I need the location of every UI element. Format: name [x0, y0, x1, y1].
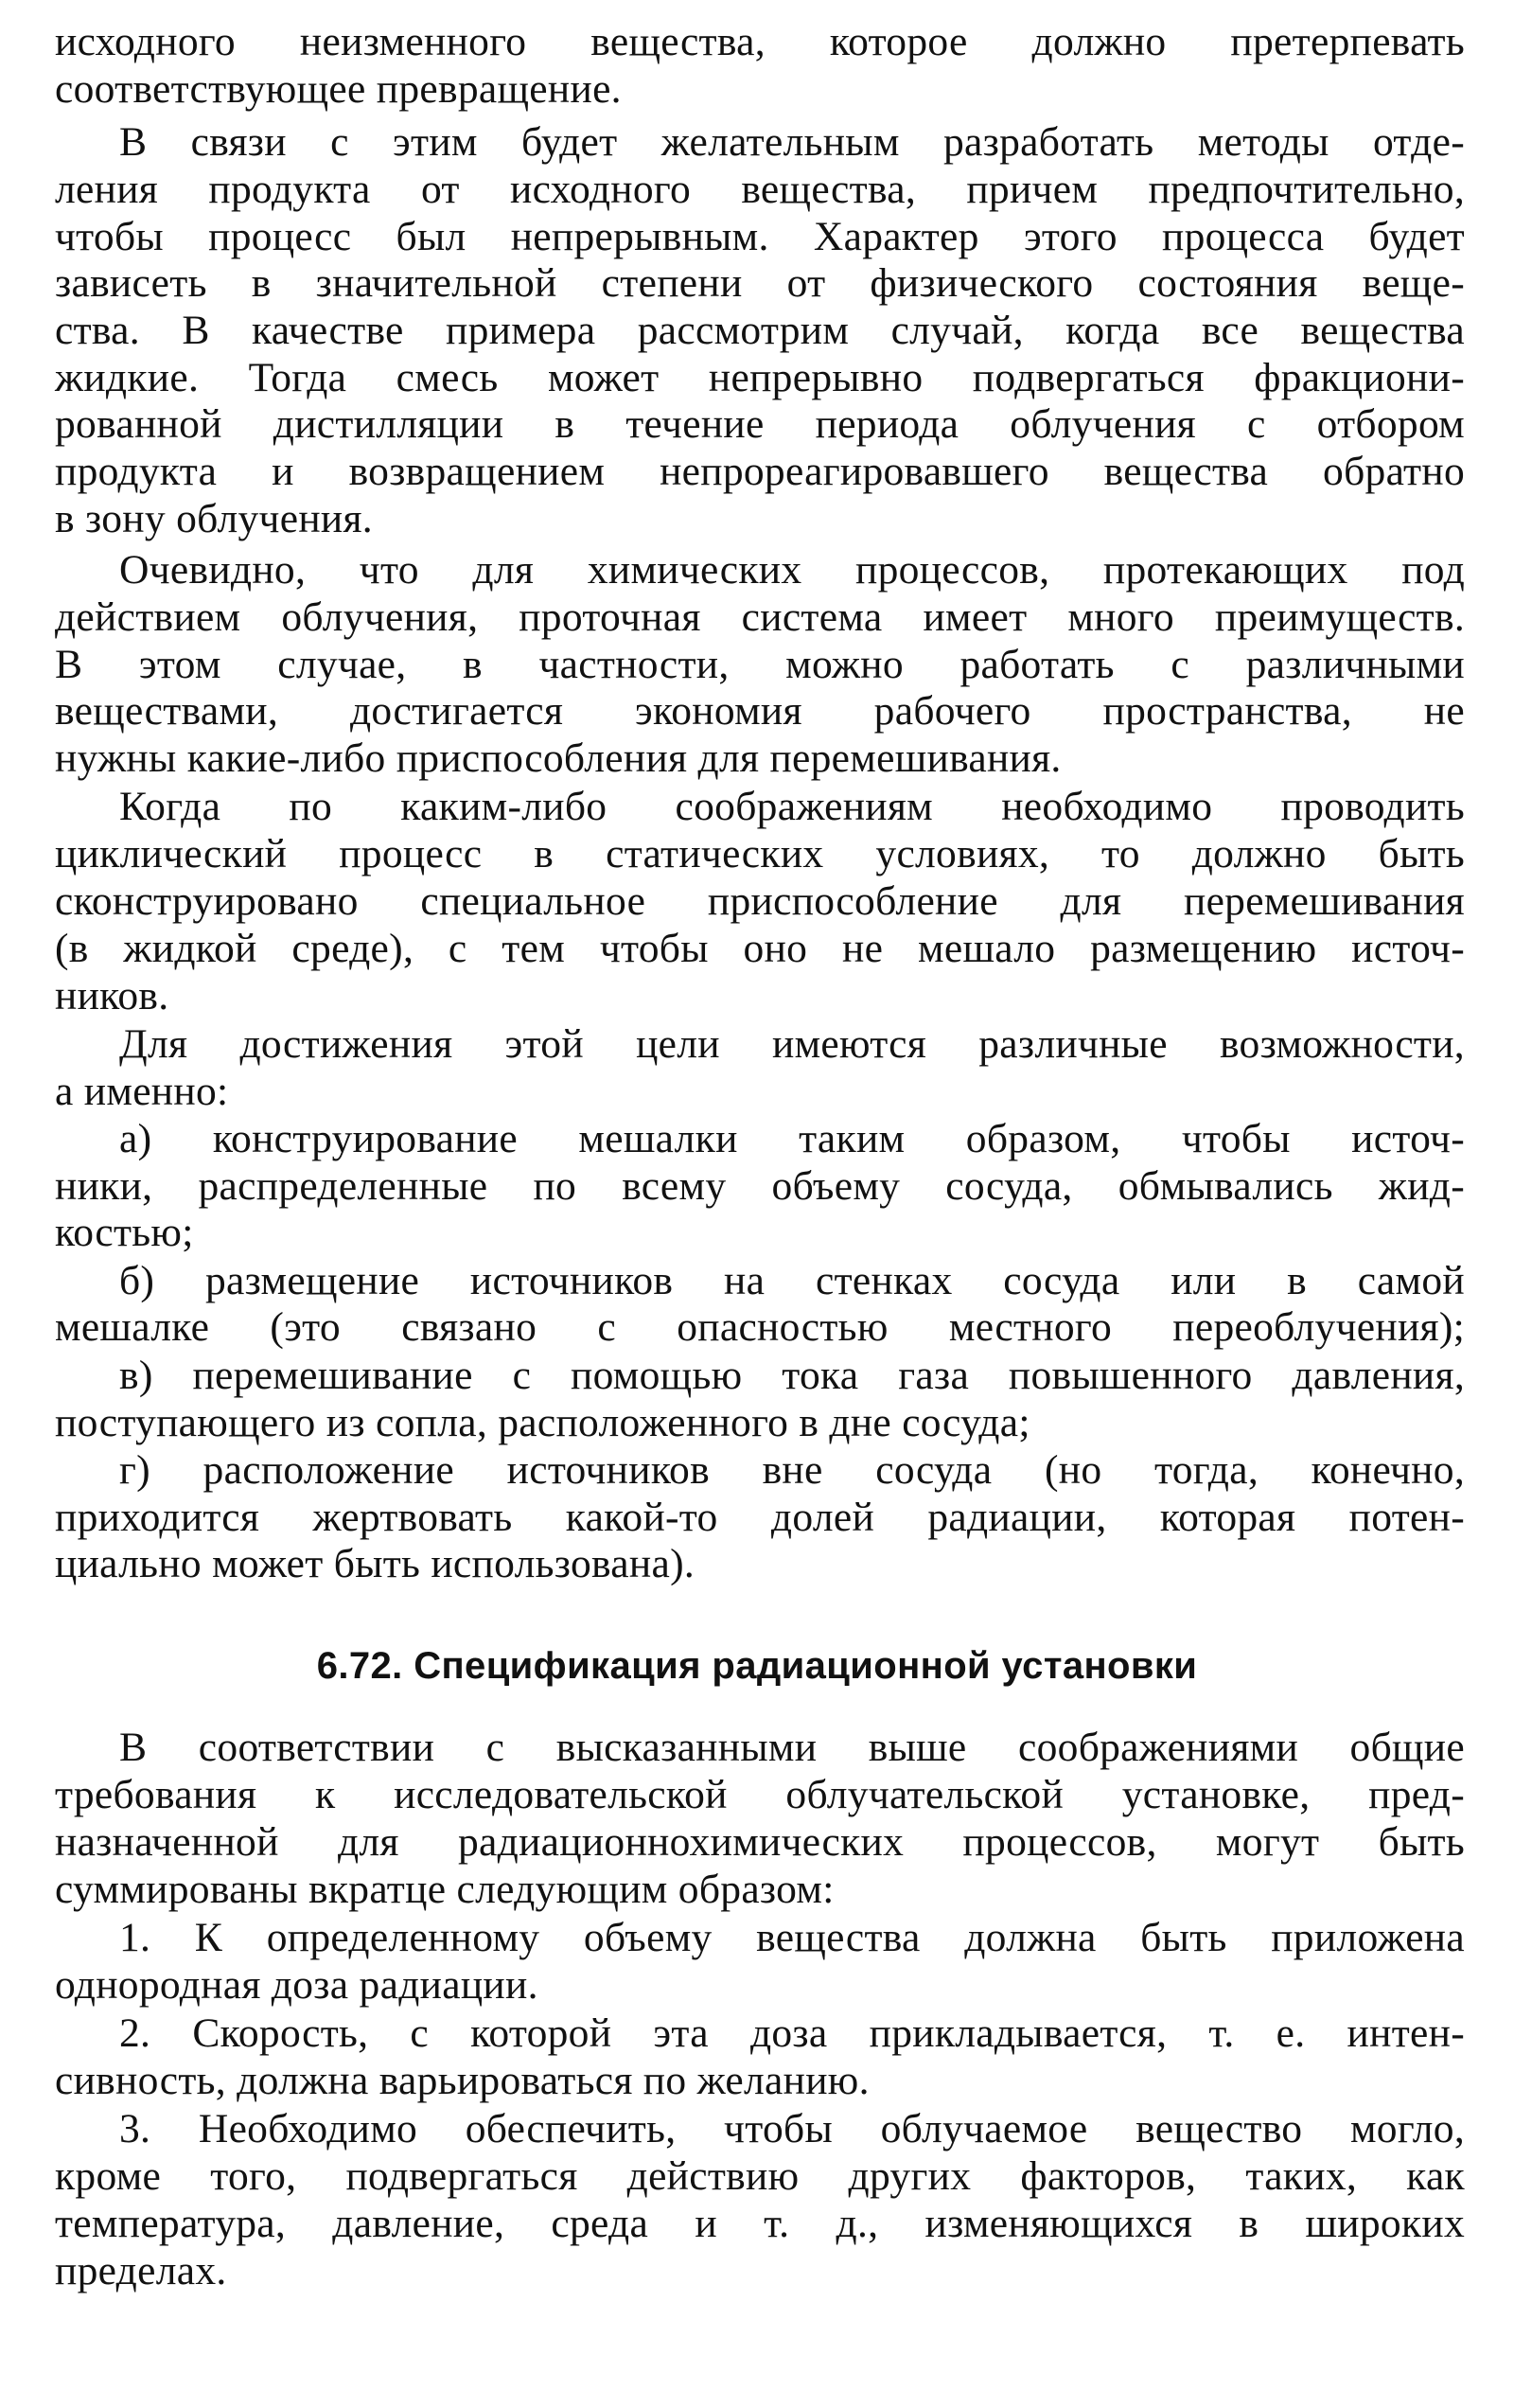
text-line: требования к исследовательской облучательской установке, пред- — [55, 1772, 1465, 1817]
text-line: рованной дистилляции в течение периода облучения с отбором — [55, 401, 1465, 447]
text-line: кроме того, подвергаться действию других факторов, таких, как — [55, 2153, 1465, 2199]
text-line: однородная доза радиации. — [55, 1962, 538, 2008]
requirement-item-3: 3. Необходимо обеспечить, чтобы облучаемое вещество могло, — [119, 2106, 1465, 2151]
text-line: Для достижения этой цели имеются различные возможности, — [119, 1021, 1465, 1067]
text-line: циклический процесс в статических условиях, то должно быть — [55, 831, 1465, 876]
text-line: В связи с этим будет желательным разработать методы отде- — [119, 119, 1465, 165]
text-line: сивность, должна варьироваться по желанию. — [55, 2058, 870, 2103]
text-line: ников. — [55, 973, 169, 1018]
text-line: циально может быть использована). — [55, 1541, 695, 1586]
text-line: исходного неизменного вещества, которое должно претерпевать — [55, 19, 1465, 64]
text-line: действием облучения, проточная система имеет много преимуществ. — [55, 594, 1465, 640]
text-line: веществами, достигается экономия рабочего пространства, не — [55, 688, 1465, 734]
text-line: нужны какие-либо приспособления для перемешивания. — [55, 735, 1062, 781]
text-line: а именно: — [55, 1069, 229, 1114]
text-line: в зону облучения. — [55, 496, 373, 541]
requirement-item-2: 2. Скорость, с которой эта доза прикладывается, т. е. интен- — [119, 2010, 1465, 2056]
text-line: В соответствии с высказанными выше соображениями общие — [119, 1725, 1465, 1770]
text-line: чтобы процесс был непрерывным. Характер этого процесса будет — [55, 214, 1465, 259]
text-line: поступающего из сопла, расположенного в дне сосуда; — [55, 1400, 1030, 1445]
text-line: суммированы вкратце следующим образом: — [55, 1867, 835, 1912]
text-line: Когда по каким-либо соображениям необходимо проводить — [119, 784, 1465, 829]
text-line: мешалке (это связано с опасностью местного переоблучения); — [55, 1304, 1465, 1350]
text-line: костью; — [55, 1210, 194, 1255]
list-item-c: в) перемешивание с помощью тока газа повышенного давления, — [119, 1353, 1465, 1398]
text-line: (в жидкой среде), с тем чтобы оно не мешало размещению источ- — [55, 926, 1465, 971]
text-line: продукта и возвращением непрореагировавшего вещества обратно — [55, 449, 1465, 494]
text-line: назначенной для радиационнохимических процессов, могут быть — [55, 1819, 1465, 1865]
text-line: соответствующее превращение. — [55, 66, 622, 112]
list-item-d: г) расположение источников вне сосуда (но тогда, конечно, — [119, 1447, 1465, 1493]
text-line: приходится жертвовать какой-то долей радиации, которая потен- — [55, 1495, 1465, 1540]
text-line: В этом случае, в частности, можно работать с различными — [55, 642, 1465, 687]
text-line: ники, распределенные по всему объему сосуда, обмывались жид- — [55, 1163, 1465, 1209]
list-item-a: а) конструирование мешалки таким образом, чтобы источ- — [119, 1116, 1465, 1161]
text-line: пределах. — [55, 2248, 227, 2293]
requirement-item-1: 1. К определенному объему вещества должна быть приложена — [119, 1915, 1465, 1960]
text-line: температура, давление, среда и т. д., изменяющихся в широких — [55, 2201, 1465, 2246]
text-line: жидкие. Тогда смесь может непрерывно подвергаться фракциони- — [55, 355, 1465, 400]
text-line: сконструировано специальное приспособление для перемешивания — [55, 878, 1465, 924]
list-item-b: б) размещение источников на стенках сосуда или в самой — [119, 1258, 1465, 1303]
text-line: зависеть в значительной степени от физического состояния веще- — [55, 260, 1465, 306]
text-line: Очевидно, что для химических процессов, протекающих под — [119, 547, 1465, 593]
text-line: ства. В качестве примера рассмотрим случай, когда все вещества — [55, 308, 1465, 353]
section-heading: 6.72. Спецификация радиационной установки — [316, 1645, 1198, 1687]
text-line: ления продукта от исходного вещества, причем предпочтительно, — [55, 167, 1465, 212]
